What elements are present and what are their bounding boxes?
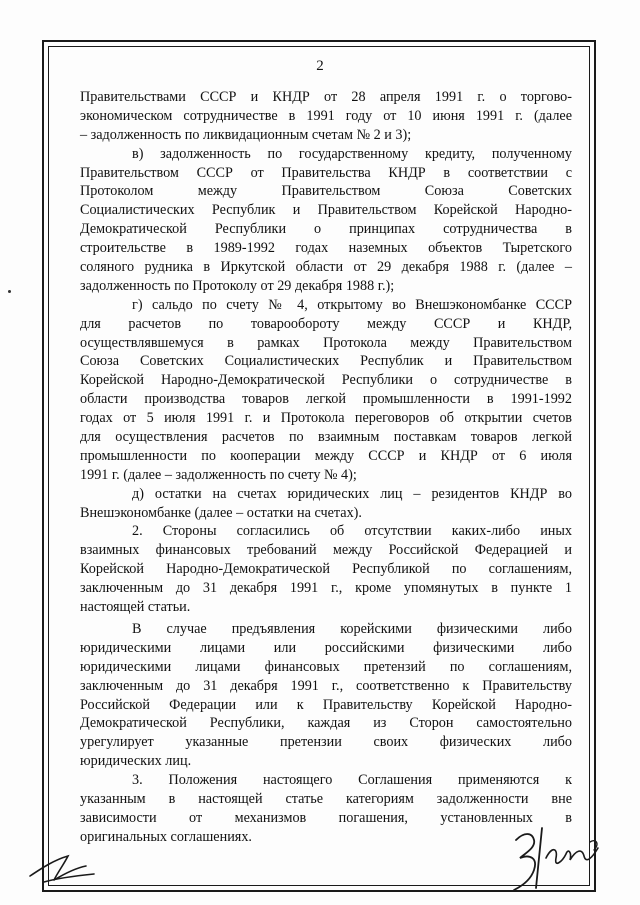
text-line: соляного рудника в Иркутской области от 29 декабря 1988 г. (далее – [80,259,572,276]
text-line: строительстве в 1989-1992 годах наземных объектов Тыретского [80,240,572,257]
text-line: указанным в настоящей статье категориям задолженности вне [80,790,572,807]
text-line: области производства товаров легкой промышленности в 1991-1992 [80,391,572,408]
text-line: г) сальдо по счету № 4, открытому во Внешэкономбанке СССР [132,296,572,313]
text-line: юридическими лицами или российскими физическими либо [80,639,572,656]
text-line: Демократической Республики, каждая из Сторон самостоятельно [80,715,572,732]
text-line: юридических лиц. [80,753,192,770]
document-body [80,88,572,847]
text-line: Социалистических Республик и Правительством Корейской Народно- [80,202,572,219]
text-line: Правительствами СССР и КНДР от 28 апреля 1991 г. о торгово- [80,89,572,105]
text-line: юридическими лицами финансовых претензий по соглашениям, [80,658,572,675]
paragraph-4 [80,485,572,523]
paragraph-3 [80,296,572,485]
text-line: Российской Федерации или к Правительству Корейской Народно- [80,696,572,713]
paragraph-6 [80,620,572,771]
text-line: д) остатки на счетах юридических лиц – резидентов КНДР во [132,485,572,502]
text-line: 3. Положения настоящего Соглашения применяются к [132,772,572,789]
text-line: Демократической Республики о принципах сотрудничества в [80,221,572,238]
text-line: промышленности по кооперации между СССР и КНДР от 6 июля [80,447,572,464]
text-line: 1991 г. (далее – задолженность по счету № 4); [80,466,357,483]
paragraph-5 [80,522,572,616]
text-line: заключенным до 31 декабря 1991 г., соответственно к Правительству [80,677,572,694]
text-line: оригинальных соглашениях. [80,828,252,845]
text-line: в) задолженность по государственному кредиту, полученному [132,145,572,162]
paragraph-2 [80,145,572,296]
paragraph-1 [80,88,572,145]
text-line: для расчетов по товарообороту между СССР и КНДР, [80,315,572,332]
text-line: Внешэкономбанке (далее – остатки на счетах). [80,504,362,521]
text-line: зависимости от механизмов погашения, установленных в [80,809,572,826]
text-line: заключенным до 31 декабря 1991 г., кроме упомянутых в пункте 1 [80,580,572,597]
text-line: задолженность по Протоколу от 29 декабря 1988 г.); [80,277,395,294]
text-line: годах от 5 июля 1991 г. и Протокола переговоров об открытии счетов [80,410,572,427]
text-line: урегулирует указанные претензии своих физических либо [80,734,572,751]
text-line: Корейской Народно-Демократической Республикой по соглашениям, [80,561,572,578]
text-line: В случае предъявления корейскими физическими либо [132,620,572,637]
text-line: Правительством СССР от Правительства КНДР в соответствии с [80,164,572,181]
text-line: – задолженность по ликвидационным счетам № 2 и 3); [80,126,412,143]
text-line: взаимных финансовых требований между Российской Федерацией и [80,542,572,559]
text-line: Союза Советских Социалистических Республик и Правительством [80,353,572,370]
margin-dot [8,290,11,293]
text-line: Протоколом между Правительством Союза Советских [80,183,572,200]
text-line: Корейской Народно-Демократической Республики о сотрудничестве в [80,372,572,389]
text-line: экономическом сотрудничестве в 1991 году от 10 июня 1991 г. (далее [80,107,572,124]
text-line: настоящей статьи. [80,599,191,616]
text-line: для осуществления расчетов по взаимным поставкам товаров легкой [80,429,572,446]
text-line: 2. Стороны согласились об отсутствии каких-либо иных [132,523,572,540]
text-line: осуществлявшемуся в рамках Протокола между Правительством [80,334,572,351]
page-number: 2 [316,58,324,74]
paragraph-7 [80,771,572,847]
